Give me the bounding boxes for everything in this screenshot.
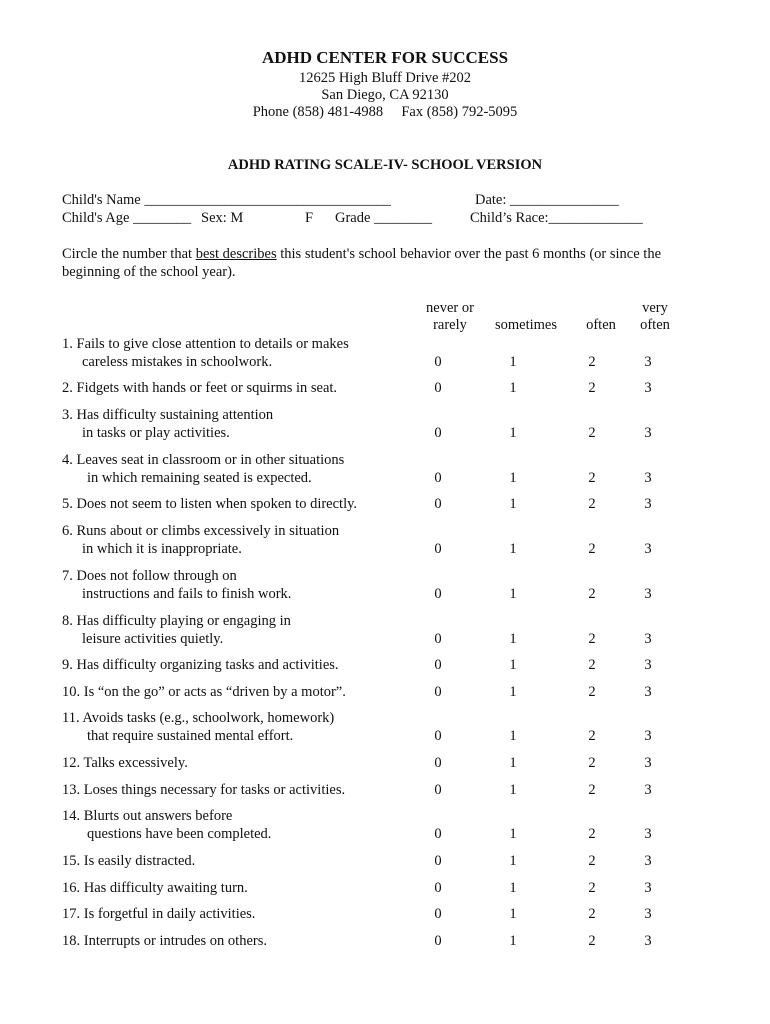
score-option[interactable]: 2 [588, 496, 596, 512]
score-option[interactable]: 0 [434, 353, 442, 370]
score-option[interactable]: 1 [509, 782, 517, 798]
item-text [62, 568, 291, 603]
score-option[interactable]: 0 [434, 630, 442, 647]
score-option[interactable]: 3 [644, 630, 652, 647]
score-option[interactable]: 2 [588, 825, 596, 842]
header-very: very [642, 300, 668, 316]
item-text [62, 755, 188, 773]
score-option[interactable]: 3 [644, 657, 652, 673]
header-rarely: rarely [433, 317, 467, 333]
score-option[interactable]: 1 [509, 424, 517, 441]
header-sometimes: sometimes [494, 317, 558, 333]
item-text [62, 523, 339, 558]
score-option[interactable]: 3 [644, 825, 652, 842]
score-option[interactable]: 0 [434, 469, 442, 486]
item-line-1: 11. Avoids tasks (e.g., schoolwork, homework) [62, 710, 335, 726]
item-line-1: 1. Fails to give close attention to details or makes [62, 336, 349, 352]
score-option[interactable]: 1 [509, 657, 517, 673]
score-option[interactable]: 2 [588, 684, 596, 700]
item-text [62, 496, 357, 514]
header-often: often [586, 317, 616, 333]
item-line-1: 5. Does not seem to listen when spoken to directly. [62, 496, 358, 512]
item-text [62, 880, 248, 898]
item-text [62, 613, 291, 648]
score-option[interactable]: 0 [434, 424, 442, 441]
header-very-often [630, 300, 680, 334]
score-option[interactable]: 2 [588, 906, 596, 922]
item-line-1: 4. Leaves seat in classroom or in other situations [62, 452, 345, 468]
item-line-2: instructions and fails to finish work. [82, 585, 292, 602]
item-text [62, 684, 346, 702]
item-line-2: in which remaining seated is expected. [87, 469, 312, 486]
item-line-2: questions have been completed. [87, 825, 272, 842]
item-text [62, 657, 339, 675]
address-line-1: 12625 High Bluff Drive #202 [298, 70, 472, 86]
score-option[interactable]: 3 [644, 727, 652, 744]
score-option[interactable]: 1 [509, 933, 517, 949]
score-option[interactable]: 1 [509, 853, 517, 869]
contact-line [0, 104, 770, 121]
header-often-2: often [640, 317, 670, 333]
item-line-1: 6. Runs about or climbs excessively in situation [62, 523, 340, 539]
score-option[interactable]: 3 [644, 906, 652, 922]
instructions-underlined: best describes [195, 246, 277, 262]
form-title: ADHD RATING SCALE-IV- SCHOOL VERSION [227, 157, 543, 173]
score-option[interactable]: 1 [509, 585, 517, 602]
score-option[interactable]: 3 [644, 933, 652, 949]
org-title: ADHD CENTER FOR SUCCESS [261, 48, 509, 67]
score-option[interactable]: 1 [509, 755, 517, 771]
instructions-text-2: this student's school behavior over the past 6 months (or since the [276, 246, 662, 262]
score-option[interactable]: 3 [644, 585, 652, 602]
instructions-line-2: beginning of the school year). [62, 264, 236, 280]
sex-f-option[interactable]: F [305, 210, 314, 226]
item-text [62, 380, 337, 398]
score-option[interactable]: 0 [434, 825, 442, 842]
item-line-2: that require sustained mental effort. [87, 727, 294, 744]
score-option[interactable]: 1 [509, 906, 517, 922]
score-option[interactable]: 0 [434, 933, 442, 949]
instructions [62, 246, 661, 263]
score-option[interactable]: 2 [588, 353, 596, 370]
item-line-1: 2. Fidgets with hands or feet or squirms in seat. [62, 380, 338, 396]
item-line-2: in tasks or play activities. [82, 424, 230, 441]
score-option[interactable]: 0 [434, 496, 442, 512]
score-option[interactable]: 2 [588, 585, 596, 602]
score-option[interactable]: 0 [434, 727, 442, 744]
score-option[interactable]: 3 [644, 782, 652, 798]
item-line-1: 3. Has difficulty sustaining attention [62, 407, 274, 423]
score-option[interactable]: 2 [588, 630, 596, 647]
score-option[interactable]: 2 [588, 657, 596, 673]
score-option[interactable]: 3 [644, 469, 652, 486]
score-option[interactable]: 2 [588, 380, 596, 396]
header-never-rarely [412, 300, 488, 334]
score-option[interactable]: 0 [434, 755, 442, 771]
childs-age-field[interactable]: Child's Age ________ [62, 210, 192, 226]
score-option[interactable]: 2 [588, 540, 596, 557]
score-option[interactable]: 2 [588, 755, 596, 771]
item-line-1: 10. Is “on the go” or acts as “driven by a motor”. [62, 684, 346, 700]
score-option[interactable]: 1 [509, 727, 517, 744]
item-line-1: 14. Blurts out answers before [62, 808, 233, 824]
score-option[interactable]: 1 [509, 880, 517, 896]
score-option[interactable]: 0 [434, 657, 442, 673]
item-line-1: 13. Loses things necessary for tasks or activities. [62, 782, 346, 798]
item-line-1: 12. Talks excessively. [62, 755, 188, 771]
item-line-1: 16. Has difficulty awaiting turn. [62, 880, 248, 896]
item-line-2: careless mistakes in schoolwork. [82, 353, 273, 370]
score-option[interactable]: 2 [588, 782, 596, 798]
score-option[interactable]: 2 [588, 424, 596, 441]
score-option[interactable]: 0 [434, 684, 442, 700]
phone-number: Phone (858) 481-4988 [252, 104, 384, 120]
score-option[interactable]: 2 [588, 469, 596, 486]
score-option[interactable]: 1 [509, 540, 517, 557]
item-line-1: 9. Has difficulty organizing tasks and activities. [62, 657, 339, 673]
item-line-2: leisure activities quietly. [82, 630, 224, 647]
item-text [62, 853, 195, 871]
score-option[interactable]: 1 [509, 496, 517, 512]
score-option[interactable]: 1 [509, 353, 517, 370]
item-text [62, 336, 349, 371]
score-option[interactable]: 1 [509, 684, 517, 700]
score-option[interactable]: 0 [434, 853, 442, 869]
score-option[interactable]: 3 [644, 880, 652, 896]
score-option[interactable]: 1 [509, 380, 517, 396]
score-option[interactable]: 0 [434, 906, 442, 922]
header-never: never or [426, 300, 474, 316]
score-option[interactable]: 0 [434, 380, 442, 396]
address-line-2: San Diego, CA 92130 [321, 87, 449, 103]
score-option[interactable]: 3 [644, 684, 652, 700]
race-field[interactable]: Child’s Race:_____________ [470, 210, 643, 226]
item-line-1: 8. Has difficulty playing or engaging in [62, 613, 291, 629]
item-line-2: in which it is inappropriate. [82, 540, 242, 557]
item-text [62, 782, 345, 800]
score-option[interactable]: 0 [434, 585, 442, 602]
item-text [62, 808, 271, 843]
fax-number: Fax (858) 792-5095 [401, 104, 518, 120]
score-option[interactable]: 3 [644, 540, 652, 557]
childs-name-field[interactable]: Child's Name __________________________________ [62, 192, 391, 208]
item-text [62, 407, 273, 442]
score-option[interactable]: 2 [588, 853, 596, 869]
score-option[interactable]: 3 [644, 755, 652, 771]
score-option[interactable]: 3 [644, 353, 652, 370]
score-option[interactable]: 3 [644, 496, 652, 512]
score-option[interactable]: 2 [588, 880, 596, 896]
item-line-1: 17. Is forgetful in daily activities. [62, 906, 256, 922]
score-option[interactable]: 0 [434, 782, 442, 798]
item-line-1: 7. Does not follow through on [62, 568, 237, 584]
date-field[interactable]: Date: _______________ [475, 192, 619, 208]
score-option[interactable]: 1 [509, 825, 517, 842]
score-option[interactable]: 0 [434, 880, 442, 896]
item-text [62, 452, 344, 487]
score-option[interactable]: 1 [509, 469, 517, 486]
item-text [62, 906, 255, 924]
score-option[interactable]: 3 [644, 853, 652, 869]
instructions-text-1: Circle the number that [62, 246, 196, 262]
sex-m-option[interactable]: Sex: M [201, 210, 244, 226]
item-text [62, 933, 267, 951]
item-line-1: 15. Is easily distracted. [62, 853, 196, 869]
score-option[interactable]: 1 [509, 630, 517, 647]
item-text [62, 710, 334, 745]
grade-field[interactable]: Grade ________ [335, 210, 433, 226]
score-option[interactable]: 0 [434, 540, 442, 557]
score-option[interactable]: 3 [644, 380, 652, 396]
score-option[interactable]: 2 [588, 933, 596, 949]
score-option[interactable]: 2 [588, 727, 596, 744]
item-line-1: 18. Interrupts or intrudes on others. [62, 933, 267, 949]
score-option[interactable]: 3 [644, 424, 652, 441]
